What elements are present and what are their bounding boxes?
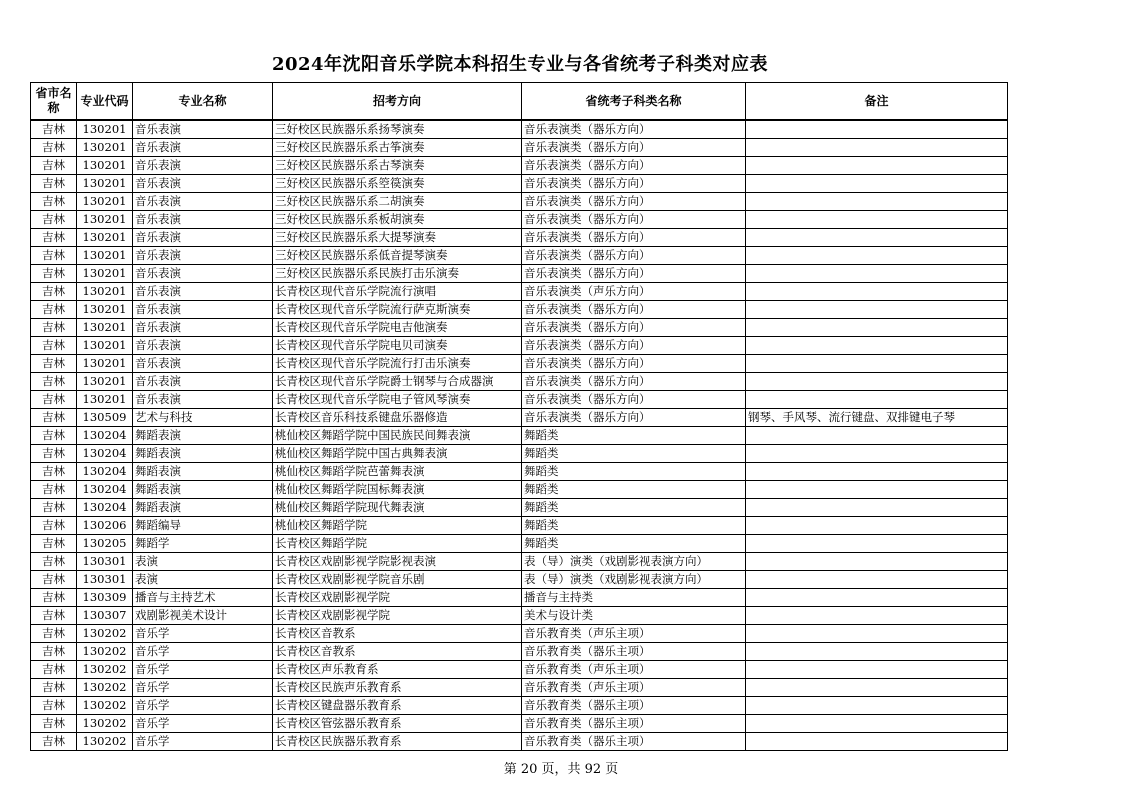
cell-code: 130201 — [77, 211, 133, 229]
table-row — [31, 373, 1008, 391]
cell-direction: 长青校区舞蹈学院 — [273, 535, 522, 553]
cell-category: 音乐表演类（器乐方向） — [522, 301, 746, 319]
table-row — [31, 499, 1008, 517]
table-row — [31, 463, 1008, 481]
cell-note — [746, 463, 1008, 481]
table-row — [31, 679, 1008, 697]
table-row — [31, 301, 1008, 319]
cell-direction: 长青校区现代音乐学院流行萨克斯演奏 — [273, 301, 522, 319]
cell-direction: 三好校区民族器乐系二胡演奏 — [273, 193, 522, 211]
cell-note — [746, 193, 1008, 211]
cell-code: 130204 — [77, 445, 133, 463]
cell-category: 音乐教育类（器乐主项） — [522, 733, 746, 751]
cell-code: 130201 — [77, 337, 133, 355]
cell-category: 舞蹈类 — [522, 535, 746, 553]
cell-category: 舞蹈类 — [522, 463, 746, 481]
cell-code: 130202 — [77, 679, 133, 697]
cell-direction: 三好校区民族器乐系古筝演奏 — [273, 139, 522, 157]
cell-province: 吉林 — [31, 697, 77, 715]
cell-major: 音乐表演 — [133, 139, 273, 157]
cell-note — [746, 643, 1008, 661]
header-major: 专业名称 — [133, 83, 273, 121]
cell-major: 音乐学 — [133, 715, 273, 733]
table-row — [31, 337, 1008, 355]
cell-province: 吉林 — [31, 715, 77, 733]
cell-code: 130201 — [77, 139, 133, 157]
table-row — [31, 481, 1008, 499]
cell-major: 音乐表演 — [133, 157, 273, 175]
cell-direction: 长青校区现代音乐学院流行演唱 — [273, 283, 522, 301]
cell-note — [746, 517, 1008, 535]
cell-code: 130201 — [77, 373, 133, 391]
cell-note — [746, 553, 1008, 571]
cell-code: 130201 — [77, 229, 133, 247]
cell-direction: 长青校区戏剧影视学院 — [273, 607, 522, 625]
table-header-row — [31, 83, 1008, 121]
cell-province: 吉林 — [31, 661, 77, 679]
cell-category: 音乐表演类（器乐方向） — [522, 337, 746, 355]
cell-major: 音乐表演 — [133, 283, 273, 301]
cell-code: 130201 — [77, 157, 133, 175]
cell-note — [746, 499, 1008, 517]
cell-province: 吉林 — [31, 247, 77, 265]
cell-note — [746, 481, 1008, 499]
cell-province: 吉林 — [31, 157, 77, 175]
cell-code: 130201 — [77, 301, 133, 319]
cell-code: 130204 — [77, 427, 133, 445]
cell-direction: 长青校区音教系 — [273, 643, 522, 661]
table-row — [31, 265, 1008, 283]
cell-province: 吉林 — [31, 733, 77, 751]
cell-direction: 桃仙校区舞蹈学院芭蕾舞表演 — [273, 463, 522, 481]
cell-note — [746, 391, 1008, 409]
table-row — [31, 427, 1008, 445]
cell-province: 吉林 — [31, 301, 77, 319]
table-row — [31, 247, 1008, 265]
cell-major: 表演 — [133, 553, 273, 571]
cell-category: 音乐教育类（器乐主项） — [522, 715, 746, 733]
cell-direction: 桃仙校区舞蹈学院中国民族民间舞表演 — [273, 427, 522, 445]
cell-category: 表（导）演类（戏剧影视表演方向） — [522, 553, 746, 571]
cell-direction: 桃仙校区舞蹈学院 — [273, 517, 522, 535]
cell-major: 音乐表演 — [133, 373, 273, 391]
cell-major: 舞蹈编导 — [133, 517, 273, 535]
cell-province: 吉林 — [31, 139, 77, 157]
table-row — [31, 157, 1008, 175]
cell-category: 音乐教育类（器乐主项） — [522, 643, 746, 661]
table-row — [31, 211, 1008, 229]
cell-direction: 长青校区现代音乐学院爵士钢琴与合成器演 — [273, 373, 522, 391]
cell-category: 音乐表演类（器乐方向） — [522, 193, 746, 211]
cell-note — [746, 283, 1008, 301]
cell-major: 音乐表演 — [133, 337, 273, 355]
cell-province: 吉林 — [31, 337, 77, 355]
cell-major: 音乐学 — [133, 625, 273, 643]
cell-direction: 三好校区民族器乐系低音提琴演奏 — [273, 247, 522, 265]
cell-province: 吉林 — [31, 355, 77, 373]
cell-category: 音乐教育类（声乐主项） — [522, 679, 746, 697]
cell-note — [746, 229, 1008, 247]
table-row — [31, 229, 1008, 247]
cell-category: 音乐教育类（器乐主项） — [522, 697, 746, 715]
cell-note — [746, 265, 1008, 283]
cell-major: 音乐表演 — [133, 265, 273, 283]
cell-note — [746, 445, 1008, 463]
cell-code: 130201 — [77, 247, 133, 265]
cell-direction: 长青校区音教系 — [273, 625, 522, 643]
table-row — [31, 391, 1008, 409]
cell-category: 舞蹈类 — [522, 499, 746, 517]
cell-category: 音乐表演类（器乐方向） — [522, 409, 746, 427]
cell-note — [746, 607, 1008, 625]
cell-province: 吉林 — [31, 409, 77, 427]
cell-code: 130307 — [77, 607, 133, 625]
cell-code: 130201 — [77, 319, 133, 337]
cell-note — [746, 211, 1008, 229]
cell-major: 音乐学 — [133, 643, 273, 661]
cell-code: 130201 — [77, 391, 133, 409]
cell-code: 130201 — [77, 283, 133, 301]
cell-note — [746, 355, 1008, 373]
cell-major: 表演 — [133, 571, 273, 589]
table-row — [31, 535, 1008, 553]
cell-code: 130204 — [77, 499, 133, 517]
cell-code: 130201 — [77, 120, 133, 139]
cell-note — [746, 301, 1008, 319]
table-row — [31, 355, 1008, 373]
cell-major: 舞蹈表演 — [133, 499, 273, 517]
cell-direction: 长青校区现代音乐学院流行打击乐演奏 — [273, 355, 522, 373]
cell-direction: 长青校区音乐科技系键盘乐器修造 — [273, 409, 522, 427]
cell-code: 130202 — [77, 661, 133, 679]
cell-direction: 长青校区现代音乐学院电子管风琴演奏 — [273, 391, 522, 409]
cell-note — [746, 373, 1008, 391]
cell-major: 舞蹈学 — [133, 535, 273, 553]
cell-note — [746, 697, 1008, 715]
cell-direction: 长青校区声乐教育系 — [273, 661, 522, 679]
cell-category: 音乐教育类（声乐主项） — [522, 661, 746, 679]
cell-province: 吉林 — [31, 481, 77, 499]
cell-code: 130206 — [77, 517, 133, 535]
cell-note — [746, 337, 1008, 355]
table-row — [31, 553, 1008, 571]
table-row — [31, 120, 1008, 139]
cell-note — [746, 247, 1008, 265]
cell-major: 艺术与科技 — [133, 409, 273, 427]
cell-direction: 长青校区管弦器乐教育系 — [273, 715, 522, 733]
cell-direction: 长青校区民族器乐教育系 — [273, 733, 522, 751]
cell-major: 音乐表演 — [133, 211, 273, 229]
cell-category: 音乐表演类（器乐方向） — [522, 175, 746, 193]
cell-code: 130201 — [77, 193, 133, 211]
cell-code: 130202 — [77, 625, 133, 643]
cell-province: 吉林 — [31, 391, 77, 409]
cell-category: 美术与设计类 — [522, 607, 746, 625]
cell-direction: 长青校区现代音乐学院电贝司演奏 — [273, 337, 522, 355]
cell-direction: 三好校区民族器乐系箜篌演奏 — [273, 175, 522, 193]
cell-category: 音乐表演类（器乐方向） — [522, 265, 746, 283]
header-province: 省市名称 — [31, 83, 77, 121]
cell-category: 音乐表演类（器乐方向） — [522, 373, 746, 391]
cell-major: 音乐学 — [133, 679, 273, 697]
header-note: 备注 — [746, 83, 1008, 121]
cell-province: 吉林 — [31, 211, 77, 229]
cell-category: 音乐表演类（器乐方向） — [522, 211, 746, 229]
cell-province: 吉林 — [31, 679, 77, 697]
cell-direction: 长青校区民族声乐教育系 — [273, 679, 522, 697]
cell-direction: 桃仙校区舞蹈学院中国古典舞表演 — [273, 445, 522, 463]
cell-note — [746, 625, 1008, 643]
cell-note — [746, 589, 1008, 607]
cell-major: 音乐表演 — [133, 193, 273, 211]
cell-direction: 三好校区民族器乐系古琴演奏 — [273, 157, 522, 175]
cell-category: 音乐表演类（器乐方向） — [522, 355, 746, 373]
cell-major: 音乐表演 — [133, 229, 273, 247]
cell-province: 吉林 — [31, 120, 77, 139]
cell-category: 舞蹈类 — [522, 427, 746, 445]
cell-major: 舞蹈表演 — [133, 445, 273, 463]
table-row — [31, 733, 1008, 751]
table-row — [31, 625, 1008, 643]
cell-major: 音乐表演 — [133, 175, 273, 193]
cell-category: 音乐表演类（器乐方向） — [522, 391, 746, 409]
page-title: 2024年沈阳音乐学院本科招生专业与各省统考子科类对应表 — [271, 54, 769, 75]
cell-code: 130309 — [77, 589, 133, 607]
cell-direction: 长青校区键盘器乐教育系 — [273, 697, 522, 715]
table-row — [31, 193, 1008, 211]
cell-province: 吉林 — [31, 283, 77, 301]
cell-direction: 三好校区民族器乐系扬琴演奏 — [273, 120, 522, 139]
cell-note — [746, 427, 1008, 445]
cell-category: 音乐表演类（声乐方向） — [522, 283, 746, 301]
cell-code: 130509 — [77, 409, 133, 427]
cell-major: 播音与主持艺术 — [133, 589, 273, 607]
cell-province: 吉林 — [31, 463, 77, 481]
cell-note — [746, 175, 1008, 193]
table-row — [31, 319, 1008, 337]
cell-major: 音乐学 — [133, 661, 273, 679]
cell-major: 音乐表演 — [133, 391, 273, 409]
cell-note — [746, 535, 1008, 553]
table-row — [31, 697, 1008, 715]
cell-province: 吉林 — [31, 427, 77, 445]
cell-code: 130201 — [77, 265, 133, 283]
cell-category: 音乐表演类（器乐方向） — [522, 247, 746, 265]
cell-direction: 长青校区现代音乐学院电吉他演奏 — [273, 319, 522, 337]
cell-province: 吉林 — [31, 499, 77, 517]
table-row — [31, 715, 1008, 733]
cell-province: 吉林 — [31, 625, 77, 643]
table-row — [31, 607, 1008, 625]
cell-code: 130202 — [77, 643, 133, 661]
table-row — [31, 283, 1008, 301]
cell-note — [746, 715, 1008, 733]
cell-province: 吉林 — [31, 571, 77, 589]
cell-note — [746, 157, 1008, 175]
table-row — [31, 409, 1008, 427]
cell-code: 130204 — [77, 481, 133, 499]
cell-category: 音乐表演类（器乐方向） — [522, 157, 746, 175]
table-row — [31, 139, 1008, 157]
cell-major: 舞蹈表演 — [133, 463, 273, 481]
cell-code: 130202 — [77, 733, 133, 751]
cell-direction: 长青校区戏剧影视学院 — [273, 589, 522, 607]
cell-direction: 桃仙校区舞蹈学院国标舞表演 — [273, 481, 522, 499]
cell-category: 舞蹈类 — [522, 445, 746, 463]
cell-note — [746, 139, 1008, 157]
cell-major: 戏剧影视美术设计 — [133, 607, 273, 625]
cell-major: 音乐表演 — [133, 247, 273, 265]
cell-category: 音乐教育类（声乐主项） — [522, 625, 746, 643]
table-row — [31, 589, 1008, 607]
cell-major: 音乐表演 — [133, 319, 273, 337]
cell-major: 舞蹈表演 — [133, 427, 273, 445]
cell-note — [746, 120, 1008, 139]
cell-note: 钢琴、手风琴、流行键盘、双排键电子琴 — [746, 409, 1008, 427]
cell-major: 音乐学 — [133, 697, 273, 715]
cell-province: 吉林 — [31, 643, 77, 661]
cell-category: 音乐表演类（器乐方向） — [522, 139, 746, 157]
cell-major: 音乐学 — [133, 733, 273, 751]
cell-category: 播音与主持类 — [522, 589, 746, 607]
cell-major: 音乐表演 — [133, 355, 273, 373]
page-number: 第 20 页，共 92 页 — [503, 762, 619, 777]
cell-province: 吉林 — [31, 445, 77, 463]
cell-category: 表（导）演类（戏剧影视表演方向） — [522, 571, 746, 589]
cell-code: 130202 — [77, 715, 133, 733]
cell-note — [746, 571, 1008, 589]
cell-direction: 长青校区戏剧影视学院影视表演 — [273, 553, 522, 571]
cell-code: 130301 — [77, 553, 133, 571]
table-row — [31, 445, 1008, 463]
cell-province: 吉林 — [31, 265, 77, 283]
cell-note — [746, 319, 1008, 337]
cell-direction: 三好校区民族器乐系大提琴演奏 — [273, 229, 522, 247]
enrollment-table — [30, 82, 1008, 751]
cell-major: 舞蹈表演 — [133, 481, 273, 499]
cell-province: 吉林 — [31, 319, 77, 337]
cell-note — [746, 733, 1008, 751]
cell-category: 音乐表演类（器乐方向） — [522, 229, 746, 247]
cell-category: 音乐表演类（器乐方向） — [522, 120, 746, 139]
cell-direction: 桃仙校区舞蹈学院现代舞表演 — [273, 499, 522, 517]
cell-province: 吉林 — [31, 607, 77, 625]
cell-province: 吉林 — [31, 229, 77, 247]
table-row — [31, 661, 1008, 679]
cell-major: 音乐表演 — [133, 120, 273, 139]
table-row — [31, 517, 1008, 535]
cell-major: 音乐表演 — [133, 301, 273, 319]
cell-code: 130204 — [77, 463, 133, 481]
table-row — [31, 571, 1008, 589]
cell-province: 吉林 — [31, 589, 77, 607]
header-code: 专业代码 — [77, 83, 133, 121]
cell-province: 吉林 — [31, 373, 77, 391]
cell-province: 吉林 — [31, 553, 77, 571]
cell-code: 130201 — [77, 175, 133, 193]
table-row — [31, 643, 1008, 661]
header-category: 省统考子科类名称 — [522, 83, 746, 121]
cell-category: 音乐表演类（器乐方向） — [522, 319, 746, 337]
cell-province: 吉林 — [31, 175, 77, 193]
table-body — [31, 120, 1008, 751]
cell-direction: 三好校区民族器乐系板胡演奏 — [273, 211, 522, 229]
cell-code: 130301 — [77, 571, 133, 589]
cell-code: 130205 — [77, 535, 133, 553]
cell-category: 舞蹈类 — [522, 517, 746, 535]
cell-code: 130201 — [77, 355, 133, 373]
table-row — [31, 175, 1008, 193]
cell-direction: 长青校区戏剧影视学院音乐剧 — [273, 571, 522, 589]
cell-province: 吉林 — [31, 517, 77, 535]
header-direction: 招考方向 — [273, 83, 522, 121]
cell-note — [746, 679, 1008, 697]
cell-province: 吉林 — [31, 535, 77, 553]
cell-note — [746, 661, 1008, 679]
cell-code: 130202 — [77, 697, 133, 715]
cell-province: 吉林 — [31, 193, 77, 211]
cell-direction: 三好校区民族器乐系民族打击乐演奏 — [273, 265, 522, 283]
cell-category: 舞蹈类 — [522, 481, 746, 499]
